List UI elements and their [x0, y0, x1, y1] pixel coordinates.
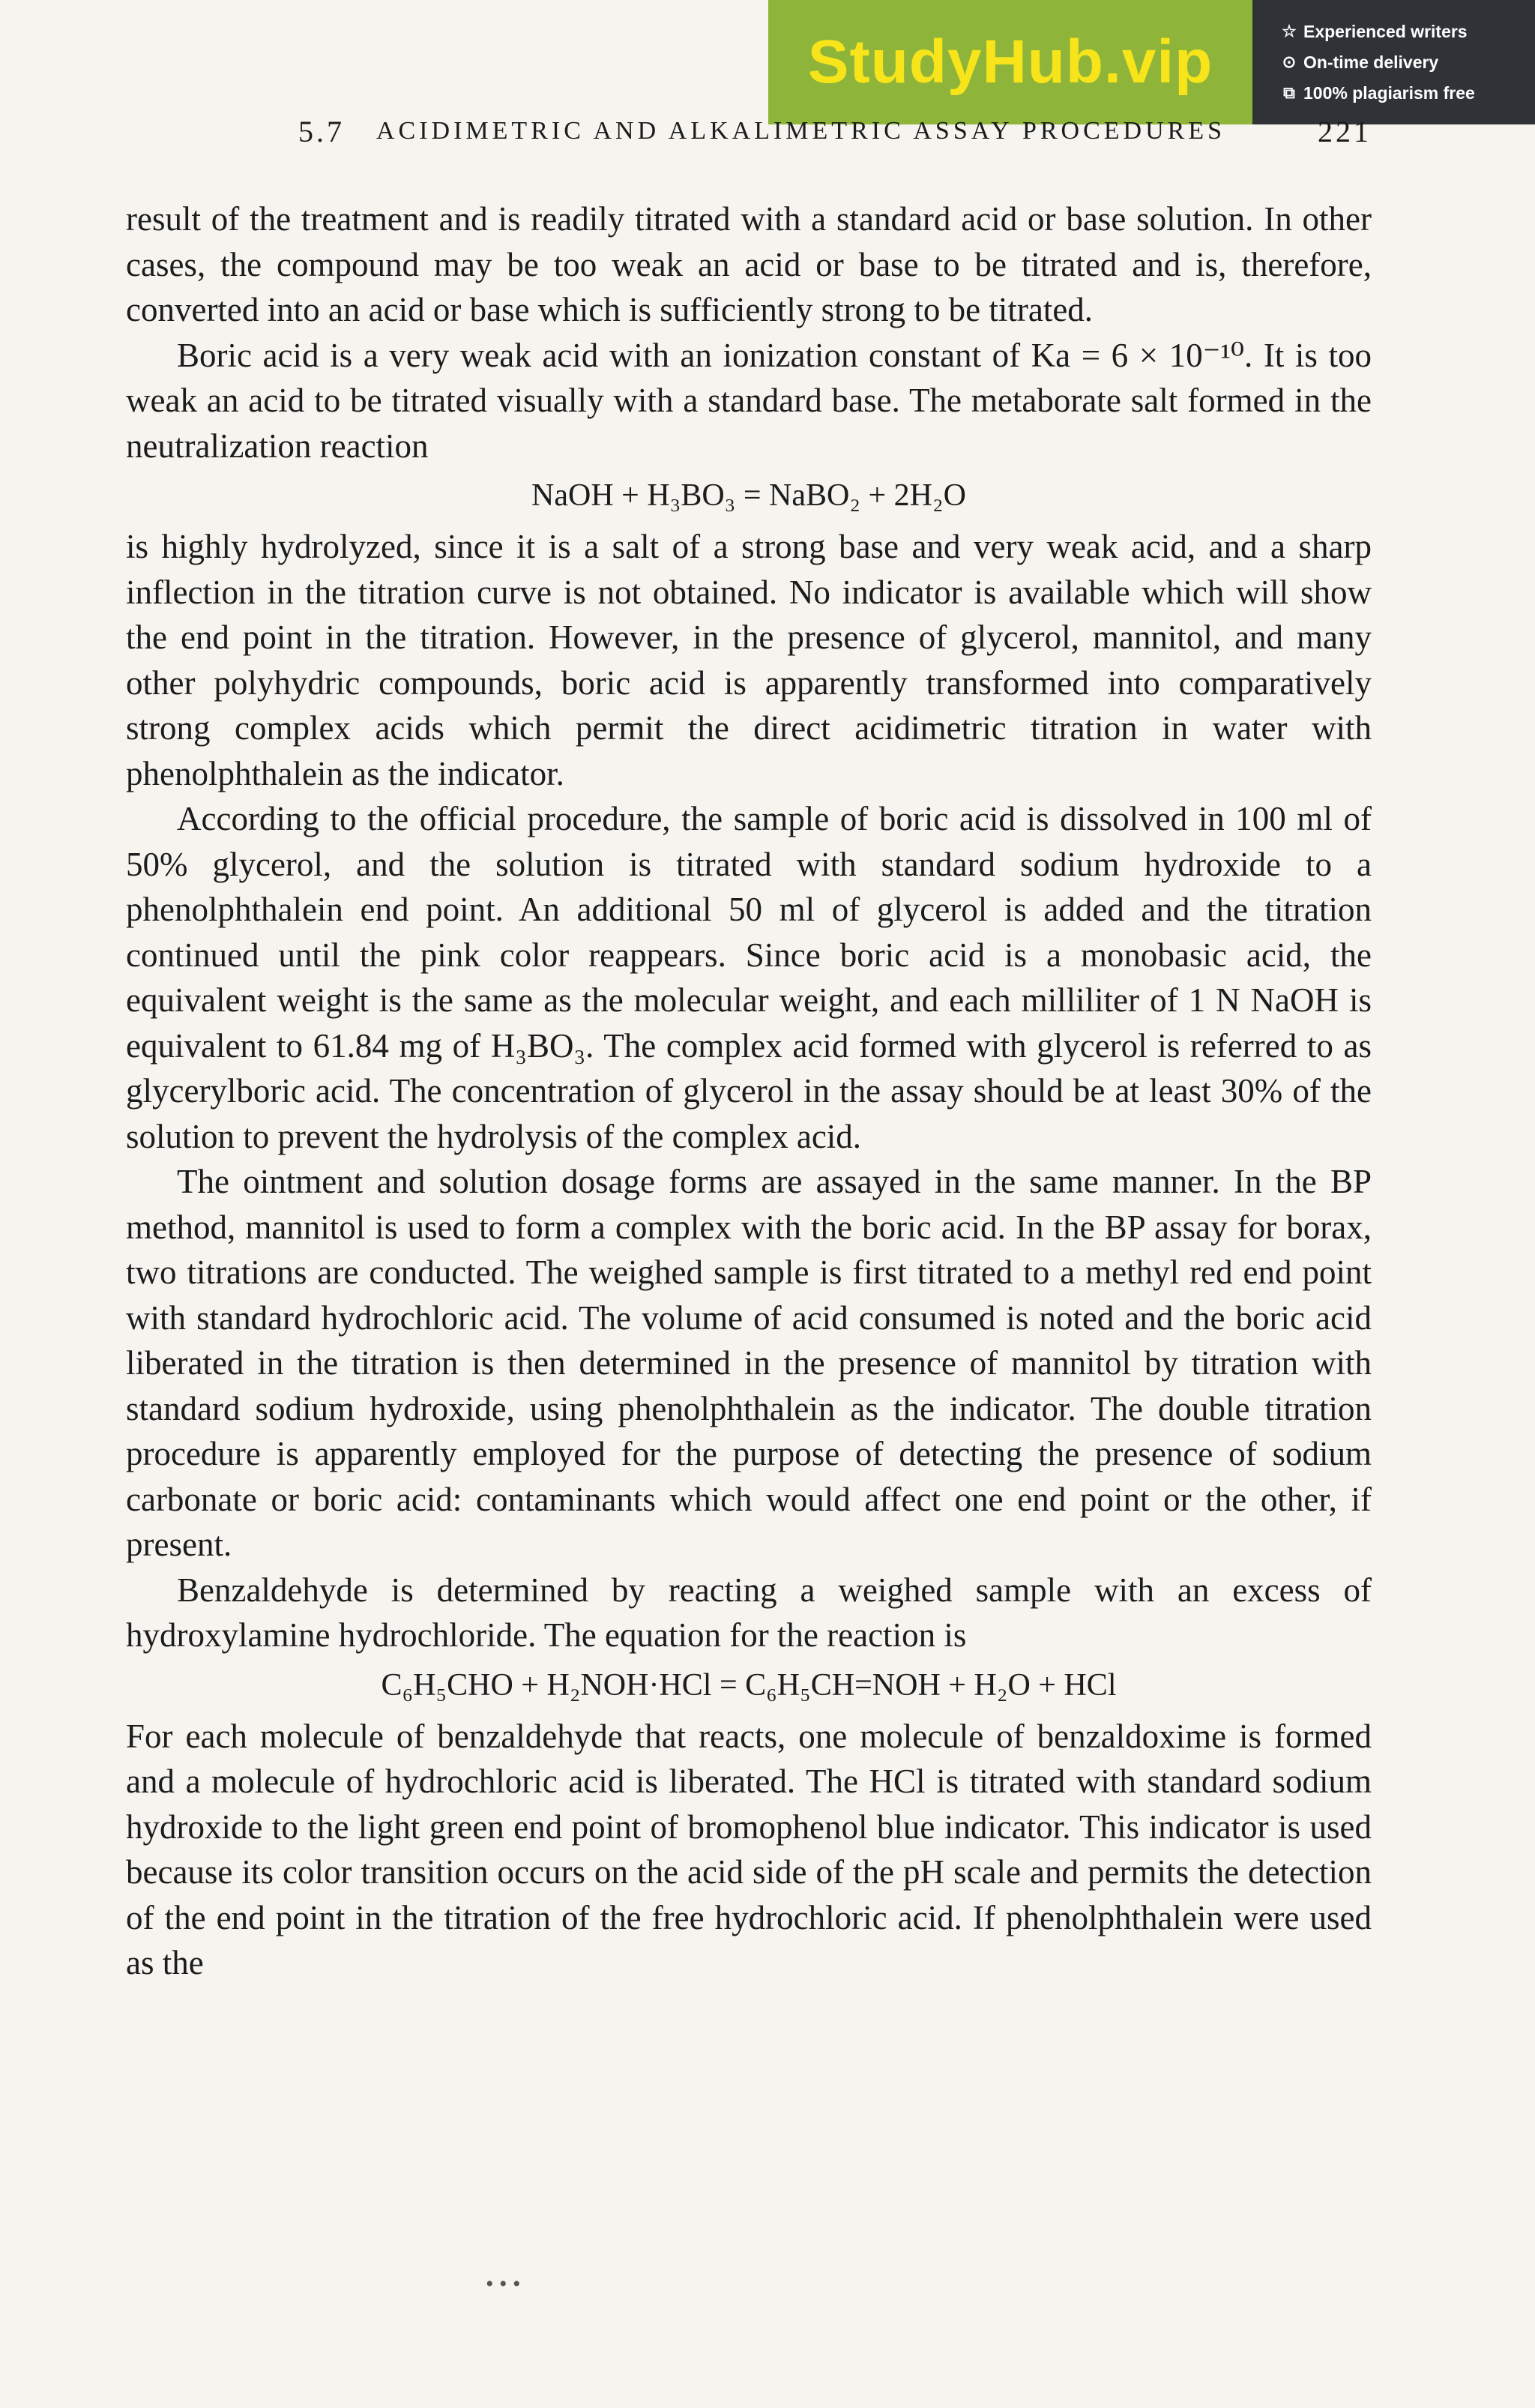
copy-icon: ⧉: [1283, 83, 1295, 102]
badge-plagiarism-free: [1281, 83, 1535, 103]
badge-label: 100% plagiarism free: [1303, 82, 1475, 103]
section-number: 5.7: [298, 115, 345, 148]
star-icon: ☆: [1282, 22, 1297, 40]
paragraph: Boric acid is a very weak acid with an ionization constant of Ka = 6 × 10⁻¹⁰. It is too weak an acid to be titrated visually with a standard base. The metaborate salt formed in the neutralization reaction: [126, 336, 1372, 465]
equation-benzaldehyde: C₆H₅CHO + H₂NOH·HCl = C₆H₅CH=NOH + H₂O + HCl: [381, 1667, 1117, 1703]
footer-marks: • • •: [486, 2272, 521, 2296]
badge-on-time-delivery: [1281, 52, 1535, 73]
page-number: 221: [1318, 115, 1372, 148]
paragraph: For each molecule of benzaldehyde that reacts, one molecule of benzaldoxime is formed and a molecule of hydrochloric acid is liberated. The HCl is titrated with standard sodium hydroxide to the light green end point of bromophenol blue indicator. This indicator is used because its color transition occurs on the acid side of the pH scale and permits the detection of the end point in the titration of the free hydrochloric acid. If phenolphthalein were used as the: [126, 1717, 1372, 1981]
badge-experienced-writers: [1281, 22, 1535, 42]
badge-label: On-time delivery: [1303, 52, 1439, 72]
section-title: ACIDIMETRIC AND ALKALIMETRIC ASSAY PROCEDURES: [376, 117, 1226, 145]
paragraph: The ointment and solution dosage forms are assayed in the same manner. In the BP method, mannitol is used to form a complex with the boric acid. In the BP assay for borax, two titrations are conducted. The weighed sample is first titrated to a methyl red end point with standard hydrochloric acid. The volume of acid consumed is noted and the boric acid liberated in the titration is then determined in the presence of mannitol by titration with standard sodium hydroxide, using phenolphthalein as the indicator. The double titration procedure is apparently employed for the purpose of detecting the presence of sodium carbonate or boric acid: contaminants which would affect one end point or the other, if present.: [126, 1163, 1372, 1563]
clock-icon: ⊙: [1282, 52, 1297, 71]
studyhub-banner[interactable]: [768, 0, 1535, 124]
paragraph: According to the official procedure, the sample of boric acid is dissolved in 100 ml of 50% glycerol, and the solution is titrated with standard sodium hydroxide to a phenolphthalein end point. An additional 50 ml of glycerol is added and the titration continued until the pink color reappears. Since boric acid is a monobasic acid, the equivalent weight is the same as the molecular weight, and each milliliter of 1 N NaOH is equivalent to 61.84 mg of H₃BO₃. The complex acid formed with glycerol is referred to as glycerylboric acid. The concentration of glycerol in the assay should be at least 30% of the solution to prevent the hydrolysis of the complex acid.: [126, 800, 1372, 1155]
paragraph: is highly hydrolyzed, since it is a salt of a strong base and very weak acid, and a sharp inflection in the titration curve is not obtained. No indicator is available which will show the end point in the titration. However, in the presence of glycerol, mannitol, and many other polyhydric compounds, boric acid is apparently transformed into comparatively strong complex acids which permit the direct acidimetric titration in water with phenolphthalein as the indicator.: [126, 528, 1372, 792]
brand-logo[interactable]: StudyHub.vip: [768, 0, 1252, 124]
equation-boric-acid: NaOH + H₃BO₃ = NaBO₂ + 2H₂O: [531, 478, 966, 513]
page-body: [126, 196, 1372, 1986]
paragraph: result of the treatment and is readily titrated with a standard acid or base solution. In other cases, the compound may be too weak an acid or base to be titrated and is, therefore, converted into an acid or base which is sufficiently strong to be titrated.: [126, 200, 1372, 328]
badge-label: Experienced writers: [1303, 21, 1468, 41]
paragraph: Benzaldehyde is determined by reacting a weighed sample with an excess of hydroxylamine hydrochloride. The equation for the reaction is: [126, 1571, 1372, 1654]
feature-badges: [1252, 0, 1535, 124]
running-header: [298, 114, 1372, 159]
